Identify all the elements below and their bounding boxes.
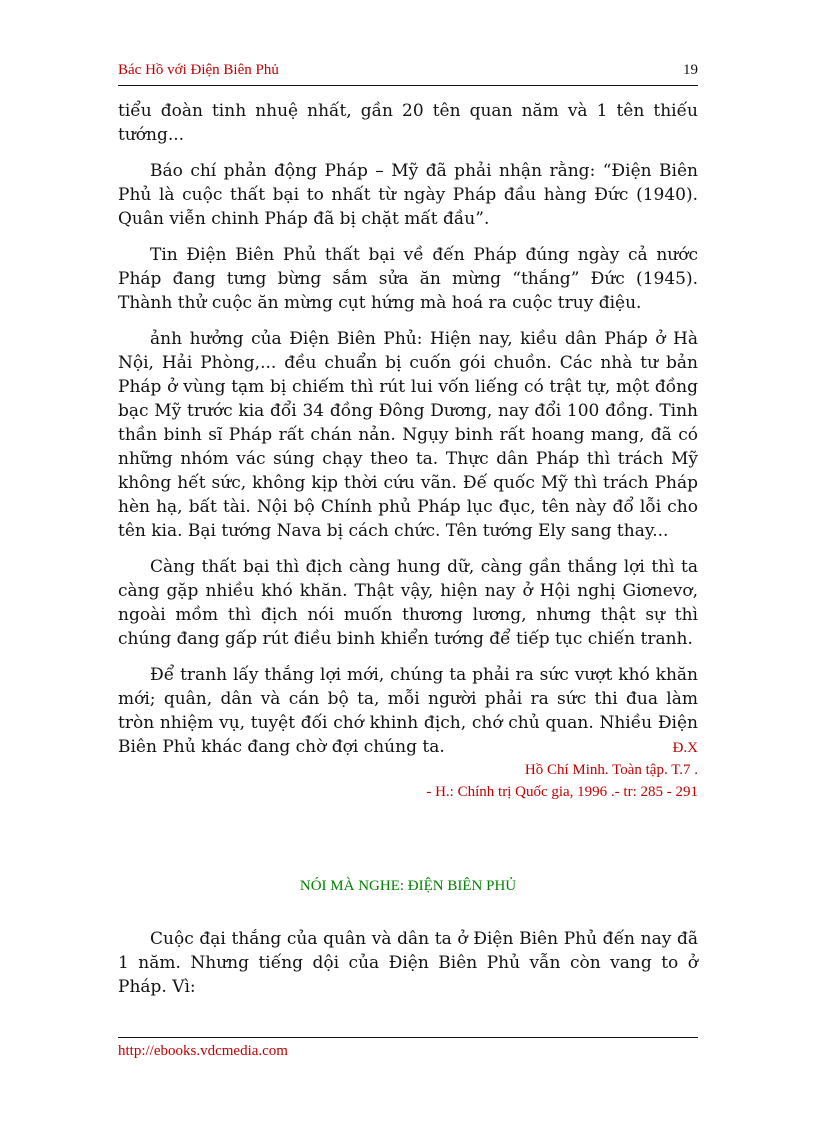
signature-author: Đ.X xyxy=(672,740,698,756)
page-header xyxy=(118,62,698,84)
section-heading: NÓI MÀ NGHE: ĐIỆN BIÊN PHỦ xyxy=(299,878,517,894)
footer-divider xyxy=(118,1037,698,1038)
book-title: Bác Hồ với Điện Biên Phủ xyxy=(118,62,279,78)
paragraph-6: Để tranh lấy thắng lợi mới, chúng ta phải ra sức vượt khó khăn mới; quân, dân và cán bộ ta, mỗi người phải ra sức thi đua làm tròn nhiệm vụ, tuyệt đối chớ khinh địch, chớ chủ quan. Nhiều Điện Biên Phủ khác đang chờ đợi chúng ta. xyxy=(118,665,698,757)
paragraph-3: Tin Điện Biên Phủ thất bại về đến Pháp đúng ngày cả nước Pháp đang tưng bừng sắm sửa ăn mừng “thắng” Đức (1945). Thành thử cuộc ăn mừng cụt hứng mà hoá ra cuộc truy điệu. xyxy=(118,245,698,313)
paragraph-1: tiểu đoàn tinh nhuệ nhất, gần 20 tên quan năm và 1 tên thiếu tướng... xyxy=(118,101,698,145)
paragraph-4: ảnh hưởng của Điện Biên Phủ: Hiện nay, kiều dân Pháp ở Hà Nội, Hải Phòng,... đều chuẩn bị cuốn gói chuồn. Các nhà tư bản Pháp ở vùng tạm bị chiếm thì rút lui vốn liếng có trật tự, một đồng bạc Mỹ trước kia đổi 34 đồng Đông Dương, nay đổi 100 đồng. Tinh thần binh sĩ Pháp rất chán nản. Ngụy binh rất hoang mang, đã có những nhóm vác súng chạy theo ta. Thực dân Pháp thì trách Mỹ không hết sức, không kịp thời cứu vãn. Đế quốc Mỹ thì trách Pháp hèn hạ, bất tài. Nội bộ Chính phủ Pháp lục đục, tên này đổ lỗi cho tên kia. Bại tướng Nava bị cách chức. Tên tướng Ely sang thay... xyxy=(118,329,698,541)
main-text xyxy=(118,99,698,771)
source-citation-1: Hồ Chí Minh. Toàn tập. T.7 . xyxy=(524,762,698,778)
paragraph-2: Báo chí phản động Pháp – Mỹ đã phải nhận rằng: “Điện Biên Phủ là cuộc thất bại to nhất từ ngày Pháp đầu hàng Đức (1940). Quân viễn chinh Pháp đã bị chặt mất đầu”. xyxy=(118,161,698,229)
section-text xyxy=(118,927,698,999)
signature-block xyxy=(426,737,698,803)
footer-link[interactable]: http://ebooks.vdcmedia.com xyxy=(118,1043,288,1059)
source-citation-2: - H.: Chính trị Quốc gia, 1996 .- tr: 285 - 291 xyxy=(426,784,698,800)
paragraph-5: Càng thất bại thì địch càng hung dữ, càng gần thắng lợi thì ta càng gặp nhiều khó khăn. Thật vậy, hiện nay ở Hội nghị Giơnevơ, ngoài mồm thì địch nói muốn thương lương, nhưng thật sự thì chúng đang gấp rút điều binh khiển tướng để tiếp tục chiến tranh. xyxy=(118,557,698,649)
page-number: 19 xyxy=(683,62,698,78)
section-paragraph: Cuộc đại thắng của quân và dân ta ở Điện Biên Phủ đến nay đã 1 năm. Nhưng tiếng dội của Điện Biên Phủ vẫn còn vang to ở Pháp. Vì: xyxy=(118,929,698,997)
header-divider xyxy=(118,85,698,86)
